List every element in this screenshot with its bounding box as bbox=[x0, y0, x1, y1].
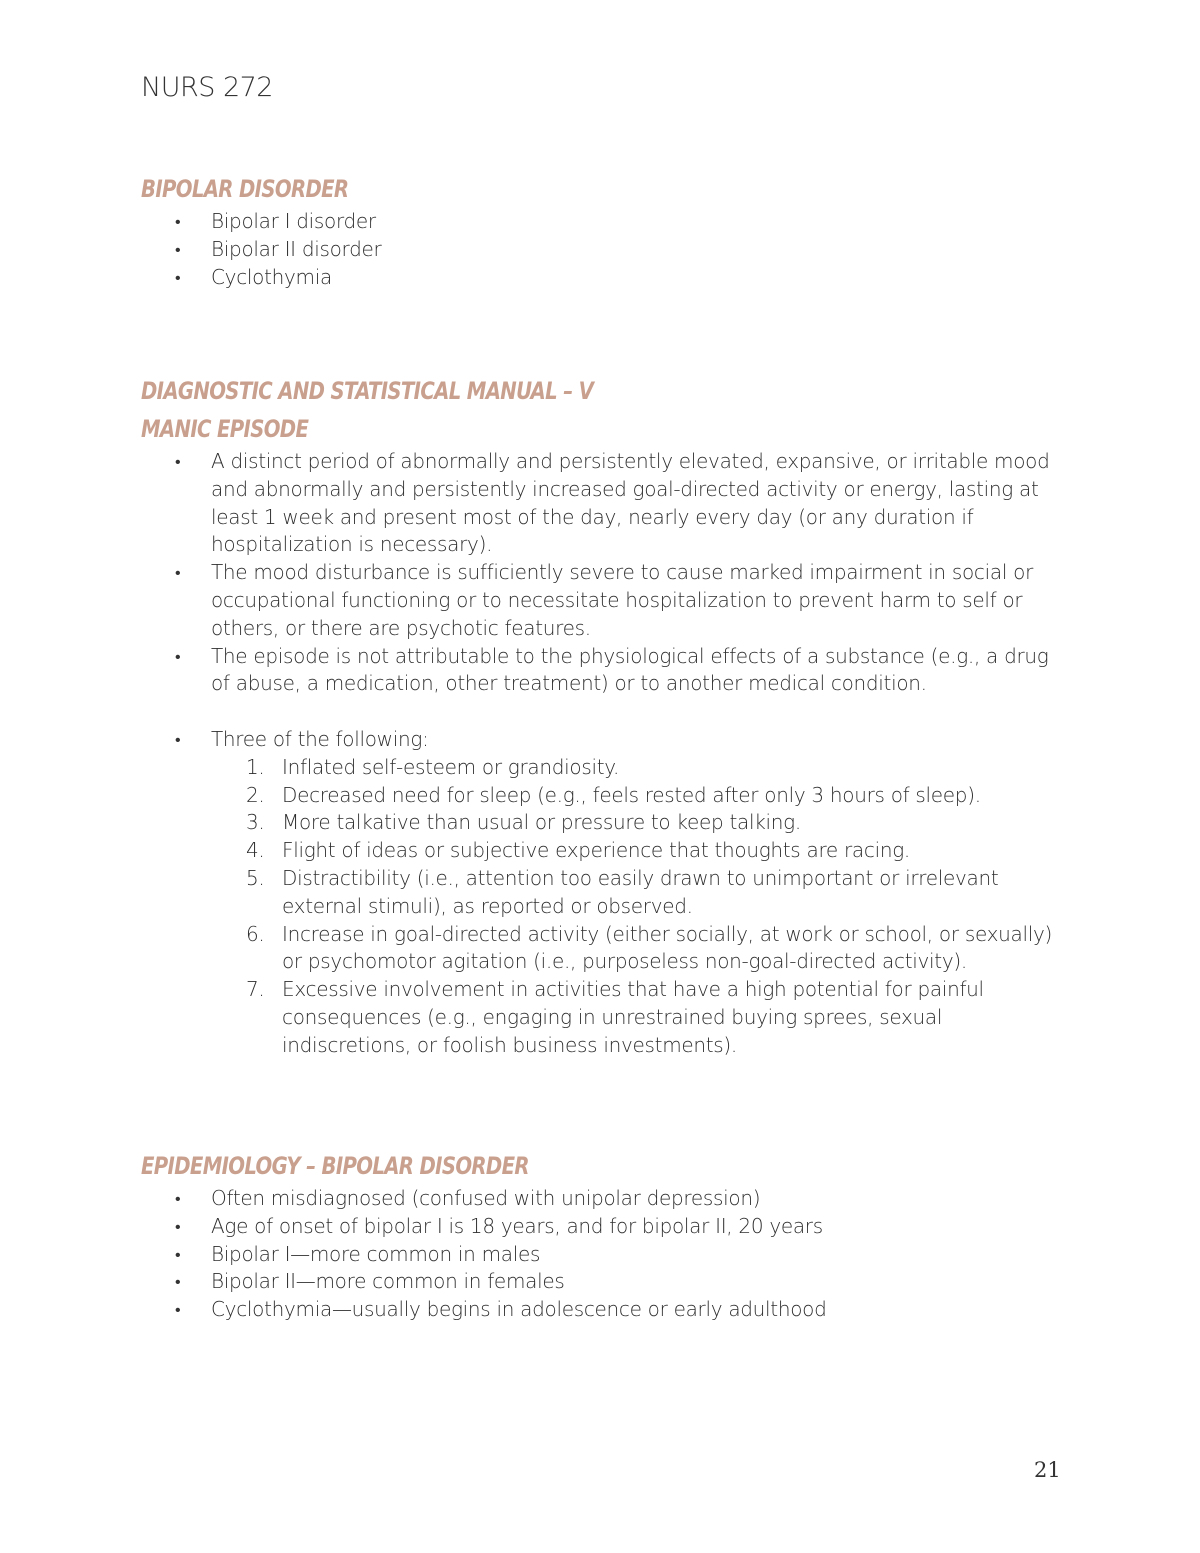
list-item: • Bipolar I disorder bbox=[141, 208, 1071, 236]
bullet-icon: • bbox=[175, 563, 181, 583]
section-heading: DIAGNOSTIC AND STATISTICAL MANUAL – V bbox=[141, 377, 594, 405]
manic-criteria-list bbox=[141, 448, 1071, 698]
bullet-icon: • bbox=[175, 1300, 181, 1320]
symptom-criteria-list bbox=[141, 754, 1071, 1060]
list-item: • The mood disturbance is sufficiently severe to cause marked impairment in social or occupational functioning or to necessitate hospitalization to prevent harm to self or others, or there are psychotic features. bbox=[175, 560, 1034, 640]
bullet-icon: • bbox=[175, 452, 181, 471]
list-item: • Three of the following: 1. Inflated self-esteem or grandiosity. 2. Decreased need for sleep (e.g., feels rested after only 3 hours of sleep). 3. More talkative than usual or pressure to keep talking. 4. Flight of ideas or subjective experience that thoughts are racing. 5. Distractibility (i.e., attention too easily drawn to unimportant or irrelevant external stimuli), as reported or observed. 6. Increase in goal-directed activity (either socially, at work or school, or sexually) or psychomotor agitation (i.e., purposeless non-goal-directed activity). 7. Excessive involvement in activities that have a high potential for painful consequences (e.g., engaging in unrestrained buying sprees, sexual indiscretions, or foolish business investments). bbox=[141, 726, 1071, 1060]
section-dsm bbox=[141, 372, 1071, 1060]
bullet-icon: • bbox=[175, 646, 181, 666]
bullet-icon: • bbox=[175, 1189, 181, 1208]
three-of-following-list bbox=[141, 726, 1071, 1060]
bullet-icon: • bbox=[175, 1272, 181, 1292]
list-item: • Cyclothymia bbox=[141, 264, 1071, 292]
list-item: • Bipolar II disorder bbox=[141, 236, 1071, 264]
bipolar-types-list bbox=[141, 208, 1071, 291]
section-heading: EPIDEMIOLOGY – BIPOLAR DISORDER bbox=[141, 1152, 529, 1180]
criteria-item: 7. Excessive involvement in activities that have a high potential for painful consequences (e.g., engaging in unrestrained buying sprees, sexual indiscretions, or foolish business investments). bbox=[246, 977, 984, 1057]
list-item: • Bipolar II—more common in females bbox=[141, 1268, 1071, 1296]
criteria-item: 3. More talkative than usual or pressure to keep talking. bbox=[246, 810, 801, 835]
bullet-icon: • bbox=[175, 267, 181, 287]
criteria-item: 6. Increase in goal-directed activity (either socially, at work or school, or sexually) or psychomotor agitation (i.e., purposeless non-goal-directed activity). bbox=[246, 921, 1053, 974]
section-epidemiology bbox=[141, 1147, 1071, 1324]
criteria-item: 1. Inflated self-esteem or grandiosity. bbox=[246, 754, 620, 779]
bullet-icon: • bbox=[175, 1244, 181, 1264]
section-bipolar bbox=[141, 170, 1071, 291]
bullet-icon: • bbox=[175, 239, 181, 259]
bullet-icon: • bbox=[175, 1216, 181, 1236]
section-heading: BIPOLAR DISORDER bbox=[141, 175, 349, 203]
criteria-item: 2. Decreased need for sleep (e.g., feels rested after only 3 hours of sleep). bbox=[246, 782, 981, 807]
epidemiology-list bbox=[141, 1185, 1071, 1324]
course-header: NURS 272 bbox=[141, 72, 273, 103]
list-item: • A distinct period of abnormally and persistently elevated, expansive, or irritable mood and abnormally and persistently increased goal-directed activity or energy, lasting at least 1 week and present most of the day, nearly every day (or any duration if hospitalization is necessary). bbox=[175, 449, 1050, 557]
criteria-item: 4. Flight of ideas or subjective experience that thoughts are racing. bbox=[246, 838, 910, 863]
bullet-icon: • bbox=[175, 729, 181, 749]
list-item: • Age of onset of bipolar I is 18 years, and for bipolar II, 20 years bbox=[141, 1213, 1071, 1241]
list-item: • Bipolar I—more common in males bbox=[141, 1241, 1071, 1269]
criteria-item: 5. Distractibility (i.e., attention too easily drawn to unimportant or irrelevant external stimuli), as reported or observed. bbox=[246, 865, 999, 918]
list-item: • Cyclothymia—usually begins in adolescence or early adulthood bbox=[141, 1296, 1071, 1324]
bullet-icon: • bbox=[175, 212, 181, 231]
list-item: • The episode is not attributable to the physiological effects of a substance (e.g., a drug of abuse, a medication, other treatment) or to another medical condition. bbox=[175, 643, 1049, 696]
section-subheading: MANIC EPISODE bbox=[141, 415, 309, 443]
list-item: • Often misdiagnosed (confused with unipolar depression) bbox=[141, 1185, 1071, 1213]
page-number: 21 bbox=[1034, 1458, 1061, 1482]
